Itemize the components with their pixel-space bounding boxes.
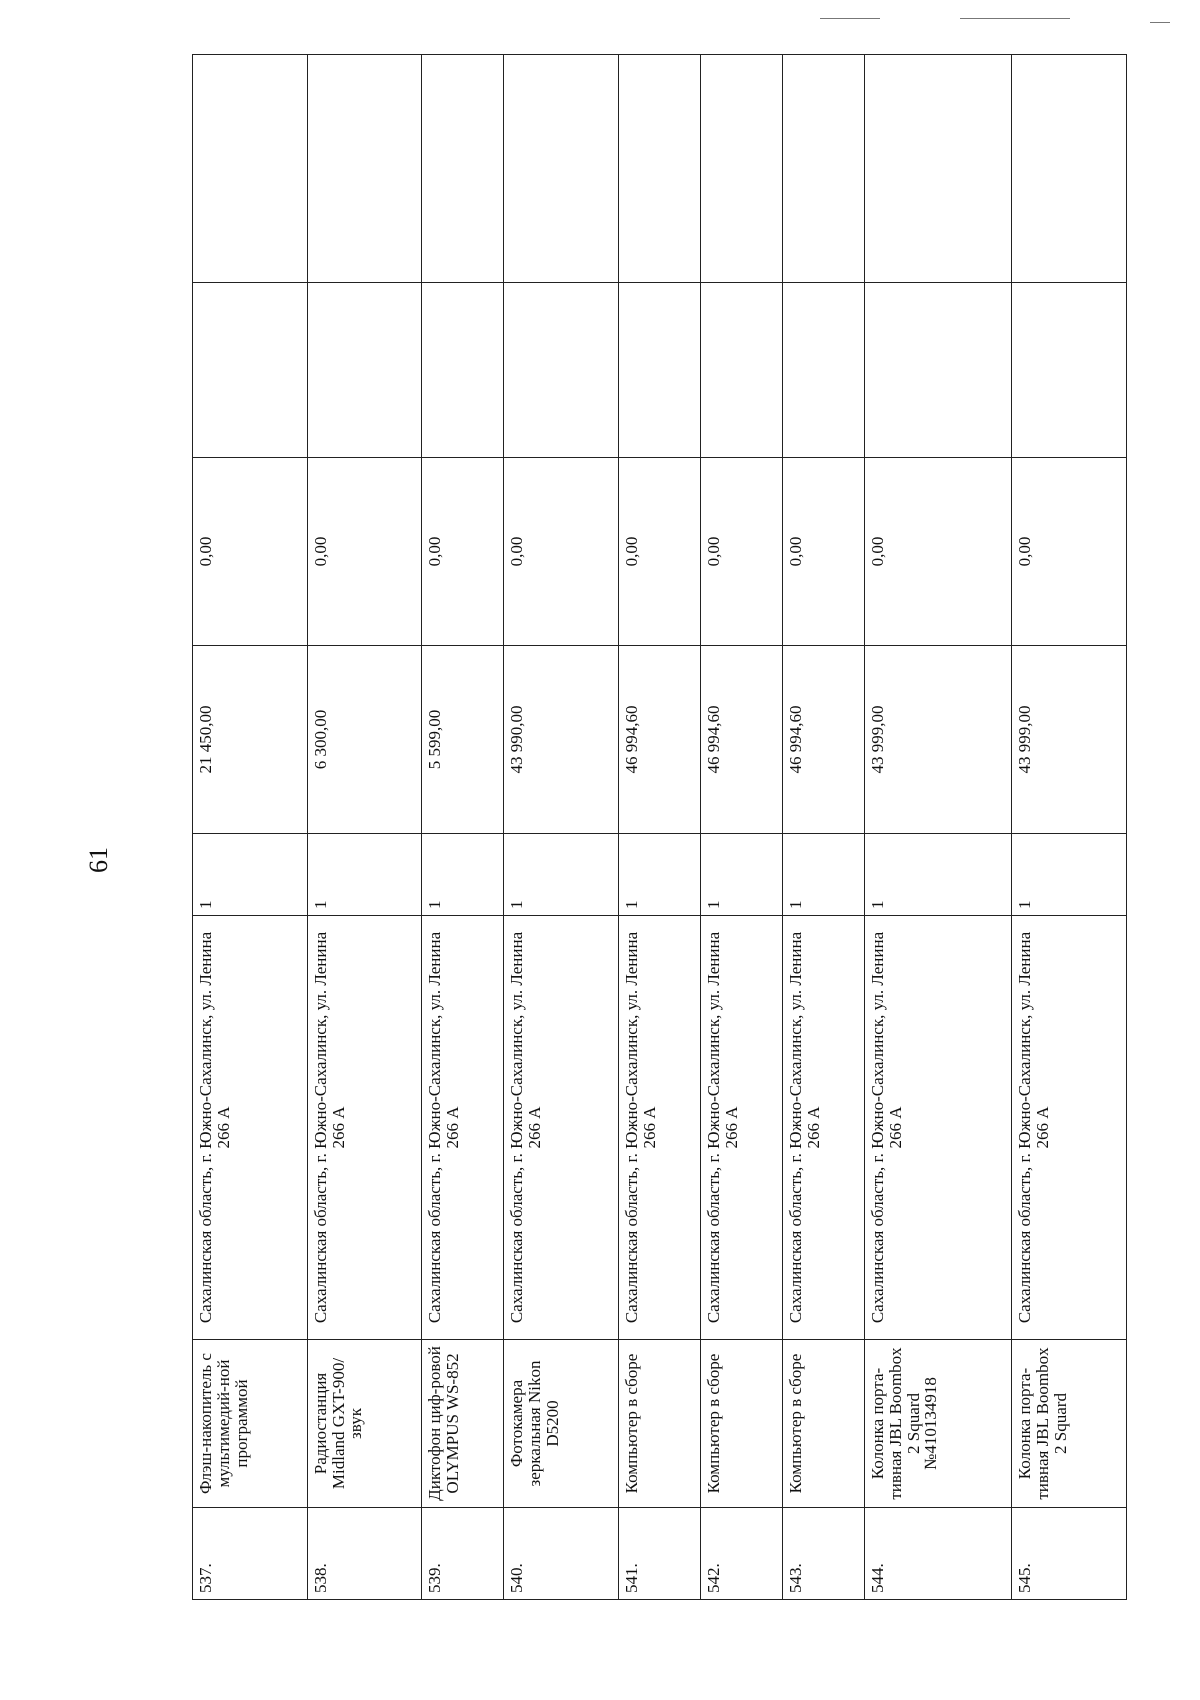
item-address: Сахалинская область, г. Южно-Сахалинск, ул. Ленина 266 А	[700, 916, 782, 1340]
table-row	[504, 55, 619, 1600]
inventory-table	[192, 54, 1127, 1600]
balance-value: 21 450,00	[193, 646, 308, 834]
table-row	[782, 55, 864, 1600]
inventory-table-body	[193, 55, 1127, 1600]
table-row	[1012, 55, 1127, 1600]
scan-speck	[1150, 22, 1170, 23]
item-address: Сахалинская область, г. Южно-Сахалинск, ул. Ленина 266 А	[504, 916, 619, 1340]
empty-cell	[193, 55, 308, 283]
table-row	[193, 55, 308, 1600]
item-name: Радиостанция Midland GXT-900/звук	[307, 1340, 422, 1508]
balance-value: 43 990,00	[504, 646, 619, 834]
residual-value: 0,00	[504, 458, 619, 646]
empty-cell	[1012, 283, 1127, 458]
table-row	[422, 55, 504, 1600]
item-quantity: 1	[422, 834, 504, 916]
residual-value: 0,00	[422, 458, 504, 646]
residual-value: 0,00	[618, 458, 700, 646]
item-quantity: 1	[782, 834, 864, 916]
item-quantity: 1	[864, 834, 1011, 916]
item-address: Сахалинская область, г. Южно-Сахалинск, ул. Ленина 266 А	[782, 916, 864, 1340]
residual-value: 0,00	[700, 458, 782, 646]
balance-value: 43 999,00	[864, 646, 1011, 834]
residual-value: 0,00	[782, 458, 864, 646]
item-address: Сахалинская область, г. Южно-Сахалинск, ул. Ленина 266 А	[1012, 916, 1127, 1340]
item-address: Сахалинская область, г. Южно-Сахалинск, ул. Ленина 266 А	[618, 916, 700, 1340]
item-name: Компьютер в сборе	[618, 1340, 700, 1508]
empty-cell	[193, 283, 308, 458]
item-name: Флэш-накопитель с мультимедий-ной программой	[193, 1340, 308, 1508]
empty-cell	[782, 55, 864, 283]
empty-cell	[504, 55, 619, 283]
empty-cell	[782, 283, 864, 458]
empty-cell	[422, 55, 504, 283]
balance-value: 46 994,60	[700, 646, 782, 834]
row-number: 541.	[618, 1508, 700, 1600]
item-name: Компьютер в сборе	[782, 1340, 864, 1508]
residual-value: 0,00	[307, 458, 422, 646]
item-address: Сахалинская область, г. Южно-Сахалинск, ул. Ленина 266 А	[864, 916, 1011, 1340]
empty-cell	[504, 283, 619, 458]
scan-speck	[960, 18, 1070, 19]
empty-cell	[618, 55, 700, 283]
item-name: Колонка порта-тивная JBL Boombox 2 Squard №410134918	[864, 1340, 1011, 1508]
item-quantity: 1	[193, 834, 308, 916]
item-address: Сахалинская область, г. Южно-Сахалинск, ул. Ленина 266 А	[422, 916, 504, 1340]
empty-cell	[422, 283, 504, 458]
row-number: 542.	[700, 1508, 782, 1600]
residual-value: 0,00	[193, 458, 308, 646]
empty-cell	[1012, 55, 1127, 283]
row-number: 543.	[782, 1508, 864, 1600]
empty-cell	[700, 55, 782, 283]
empty-cell	[864, 283, 1011, 458]
row-number: 538.	[307, 1508, 422, 1600]
item-address: Сахалинская область, г. Южно-Сахалинск, ул. Ленина 266 А	[193, 916, 308, 1340]
scan-speck	[820, 18, 880, 19]
item-name: Компьютер в сборе	[700, 1340, 782, 1508]
table-row	[618, 55, 700, 1600]
balance-value: 6 300,00	[307, 646, 422, 834]
empty-cell	[618, 283, 700, 458]
inventory-table-rotated	[192, 55, 1127, 1600]
table-row	[864, 55, 1011, 1600]
balance-value: 46 994,60	[618, 646, 700, 834]
residual-value: 0,00	[1012, 458, 1127, 646]
item-quantity: 1	[700, 834, 782, 916]
empty-cell	[307, 55, 422, 283]
balance-value: 43 999,00	[1012, 646, 1127, 834]
item-name: Фотокамера зеркальная Nikon D5200	[504, 1340, 619, 1508]
balance-value: 5 599,00	[422, 646, 504, 834]
empty-cell	[307, 283, 422, 458]
item-quantity: 1	[618, 834, 700, 916]
row-number: 540.	[504, 1508, 619, 1600]
item-name: Диктофон циф-ровой OLYMPUS WS-852	[422, 1340, 504, 1508]
row-number: 544.	[864, 1508, 1011, 1600]
table-row	[307, 55, 422, 1600]
item-quantity: 1	[504, 834, 619, 916]
residual-value: 0,00	[864, 458, 1011, 646]
row-number: 545.	[1012, 1508, 1127, 1600]
page-number: 61	[84, 847, 113, 873]
row-number: 537.	[193, 1508, 308, 1600]
balance-value: 46 994,60	[782, 646, 864, 834]
table-row	[700, 55, 782, 1600]
item-name: Колонка порта-тивная JBL Boombox 2 Squard	[1012, 1340, 1127, 1508]
empty-cell	[700, 283, 782, 458]
row-number: 539.	[422, 1508, 504, 1600]
empty-cell	[864, 55, 1011, 283]
item-quantity: 1	[307, 834, 422, 916]
item-address: Сахалинская область, г. Южно-Сахалинск, ул. Ленина 266 А	[307, 916, 422, 1340]
item-quantity: 1	[1012, 834, 1127, 916]
